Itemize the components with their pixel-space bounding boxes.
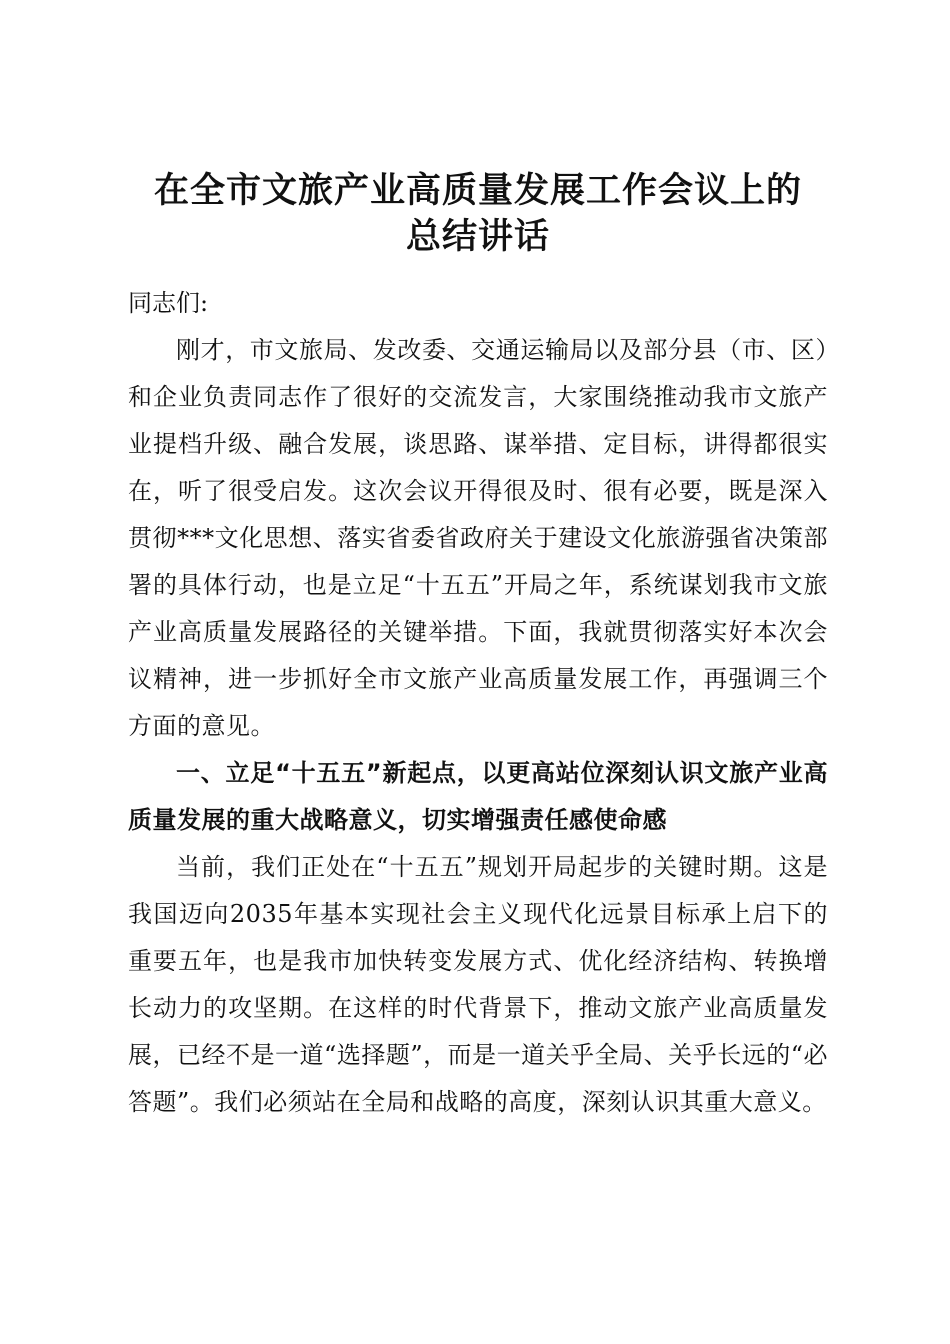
document-title [128, 168, 828, 260]
paragraph-opening: 刚才，市文旅局、发改委、交通运输局以及部分县（市、区）和企业负责同志作了很好的交流发言，大家围绕推动我市文旅产业提档升级、融合发展，谈思路、谋举措、定目标，讲得都很实在，听了很受启发。这次会议开得很及时、很有必要，既是深入贯彻***文化思想、落实省委省政府关于建设文化旅游强省决策部署的具体行动，也是立足“十五五”开局之年，系统谋划我市文旅产业高质量发展路径的关键举措。下面，我就贯彻落实好本次会议精神，进一步抓好全市文旅产业高质量发展工作，再强调三个方面的意见。 [128, 336, 828, 740]
title-line-2: 总结讲话 [405, 217, 550, 257]
salutation: 同志们: [128, 289, 209, 317]
section-heading-1: 一、立足“十五五”新起点，以更高站位深刻认识文旅产业高质量发展的重大战略意义，切实增强责任感使命感 [128, 759, 828, 834]
paragraph-section-1: 当前，我们正处在“十五五”规划开局起步的关键时期。这是我国迈向2035年基本实现社会主义现代化远景目标承上启下的重要五年，也是我市加快转变发展方式、优化经济结构、转换增长动力的攻坚期。在这样的时代背景下，推动文旅产业高质量发展，已经不是一道“选择题”，而是一道关乎全局、关乎长远的“必答题”。我们必须站在全局和战略的高度，深刻认识其重大意义。 [128, 853, 828, 1116]
document-page [128, 168, 828, 1126]
title-line-1: 在全市文旅产业高质量发展工作会议上的 [153, 171, 802, 211]
